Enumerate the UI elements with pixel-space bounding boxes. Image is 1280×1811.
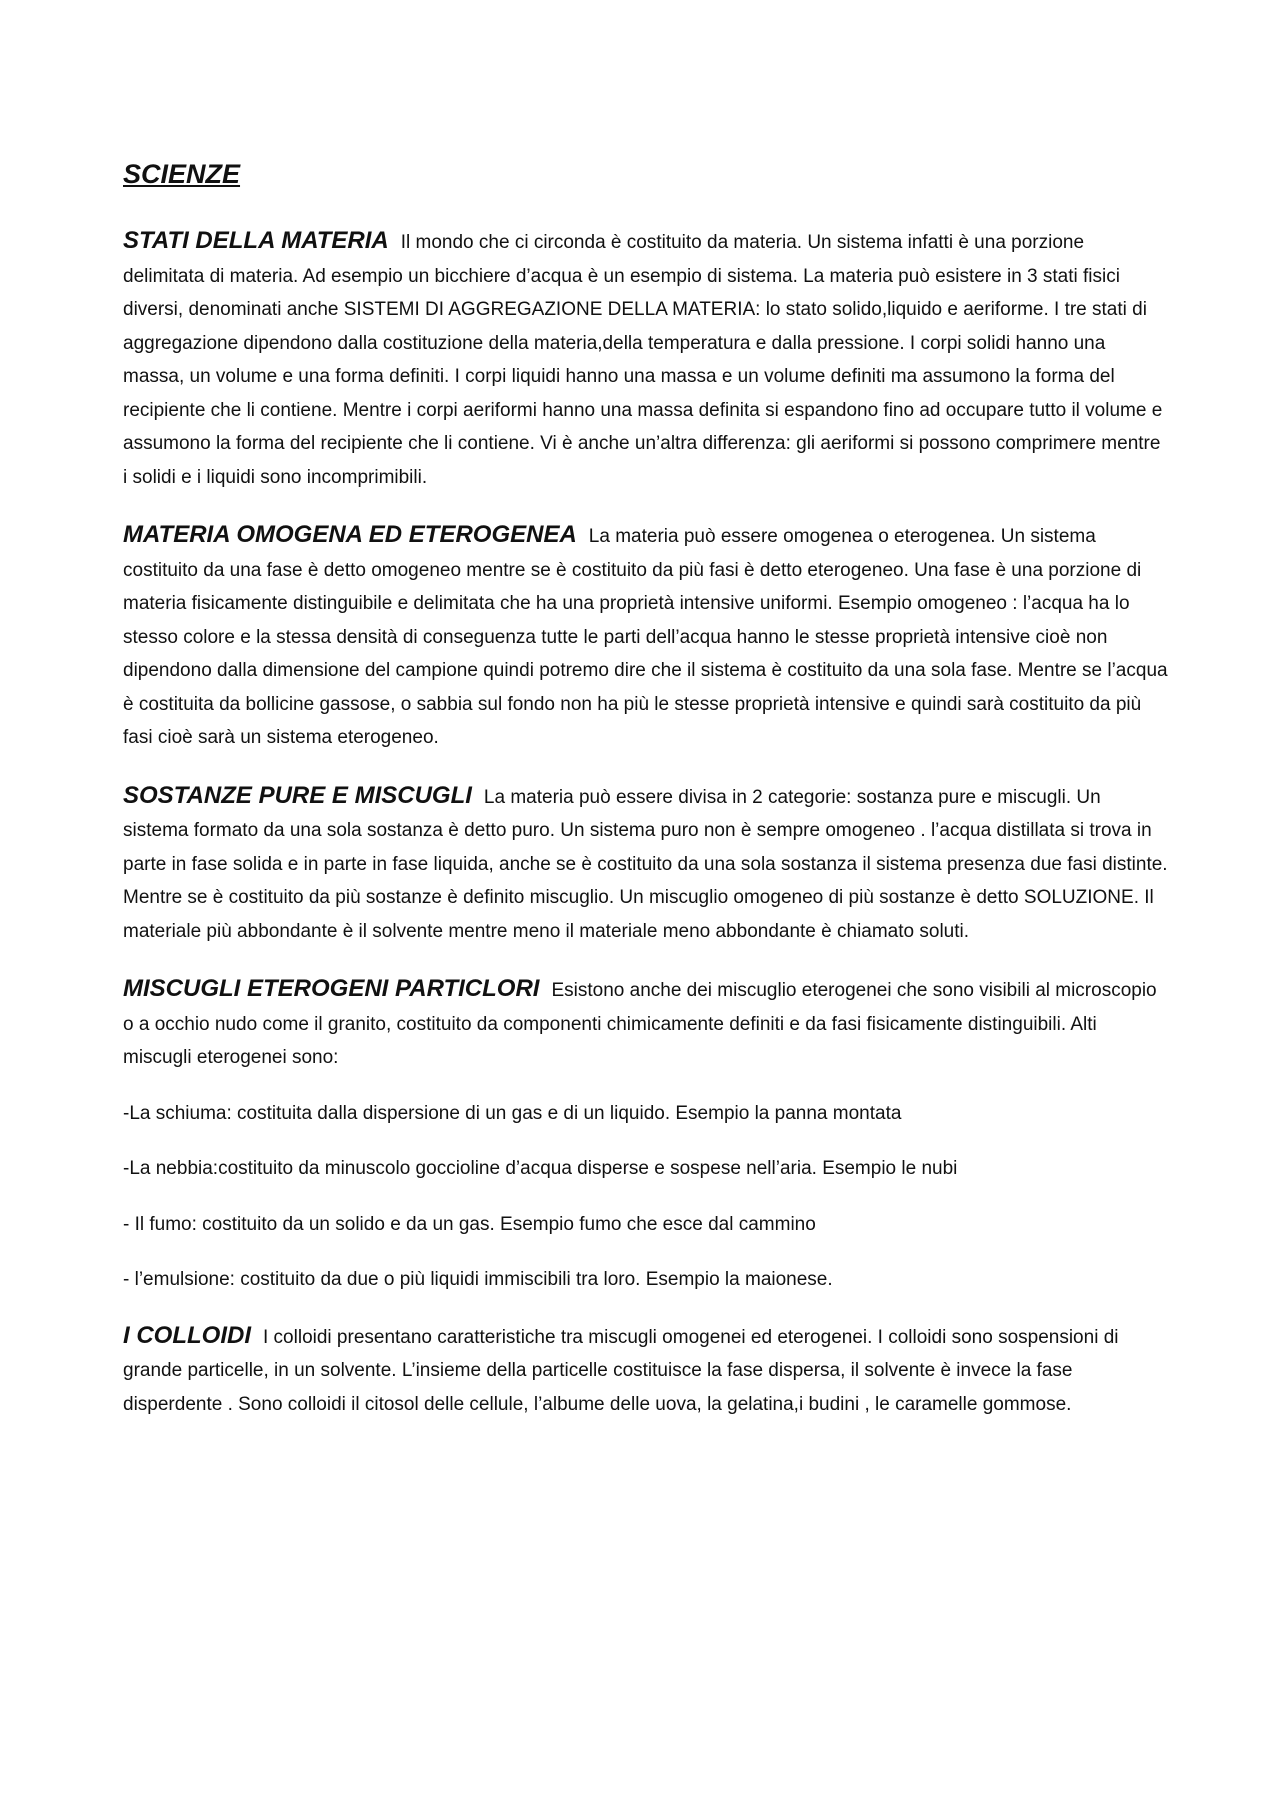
section-stati-della-materia (123, 224, 1168, 494)
document-title: SCIENZE (123, 159, 241, 189)
list-item: - l’emulsione: costituito da due o più liquidi immiscibili tra loro. Esempio la maionese. (123, 1269, 833, 1290)
section-colloidi (123, 1319, 1168, 1422)
section-heading: SOSTANZE PURE E MISCUGLI (123, 781, 472, 809)
list-item: - Il fumo: costituito da un solido e da un gas. Esempio fumo che esce dal cammino (123, 1213, 816, 1235)
section-sostanze-pure (123, 779, 1168, 949)
document-content (123, 154, 1168, 1445)
section-text: I colloidi presentano caratteristiche tra miscugli omogenei ed eterogenei. I colloidi sono sospensioni di grande particelle, in un solvente. L’insieme della particelle costituisce la fase dispersa, il solvente è invece la fase disperdente . Sono colloidi il citosol delle cellule, l’albume delle uova, la gelatina,i budini , le caramelle gommose. (123, 1326, 1119, 1415)
list-item: -La nebbia:costituito da minuscolo goccioline d’acqua disperse e sospese nell’aria. Esempio le nubi (123, 1158, 958, 1179)
section-materia-omogena (123, 518, 1168, 755)
section-text: Esistono anche dei miscuglio eterogenei che sono visibili al microscopio o a occhio nudo come il granito, costituito da componenti chimicamente definiti e da fasi fisicamente distinguibili. Alti miscugli eterogenei sono: (123, 980, 1157, 1068)
section-heading: MISCUGLI ETEROGENI PARTICLORI (123, 975, 540, 1002)
section-text: La materia può essere omogenea o eterogenea. Un sistema costituito da una fase è detto omogeneo mentre se è costituito da più fasi è detto eterogeneo. Una fase è una porzione di materia fisicamente distinguibile e delimitata che ha una proprietà intensive uniformi. Esempio omogeneo : l’acqua ha lo stesso colore e la stessa densità di conseguenza tutte le parti dell’acqua hanno le stesse proprietà intensive cioè non dipendono dalla dimensione del campione quindi potremo dire che il sistema è costituito da una sola fase. Mentre se l’acqua è costituita da bollicine gassose, o sabbia sul fondo non ha più le stesse proprietà intensive e quindi sarà costituito da più fasi cioè sarà un sistema eterogeneo. (123, 526, 1168, 748)
section-heading: I COLLOIDI (123, 1321, 251, 1349)
list-item: -La schiuma: costituita dalla dispersione di un gas e di un liquido. Esempio la panna montata (123, 1102, 902, 1124)
section-heading: STATI DELLA MATERIA (123, 227, 389, 254)
section-heading: MATERIA OMOGENA ED ETEROGENEA (123, 521, 577, 548)
section-miscugli-eterogeni (123, 972, 1168, 1075)
section-text: La materia può essere divisa in 2 categorie: sostanza pure e miscugli. Un sistema formato da una sola sostanza è detto puro. Un sistema puro non è sempre omogeneo . l’acqua distillata si trova in parte in fase solida e in parte in fase liquida, anche se è costituito da una sola sostanza il sistema presenza due fasi distinte. Mentre se è costituito da più sostanze è definito miscuglio. Un miscuglio omogeneo di più sostanze è detto SOLUZIONE. Il materiale più abbondante è il solvente mentre meno il materiale meno abbondante è chiamato soluti. (123, 786, 1168, 942)
section-text: Il mondo che ci circonda è costituito da materia. Un sistema infatti è una porzione delimitata di materia. Ad esempio un bicchiere d’acqua è un esempio di sistema. La materia può esistere in 3 stati fisici diversi, denominati anche SISTEMI DI AGGREGAZIONE DELLA MATERIA: lo stato solido,liquido e aeriforme. I tre stati di aggregazione dipendono dalla costituzione della materia,della temperatura e dalla pressione. I corpi solidi hanno una massa, un volume e una forma definiti. I corpi liquidi hanno una massa e un volume definiti ma assumono la forma del recipiente che li contiene. Mentre i corpi aeriformi hanno una massa definita si espandono fino ad occupare tutto il volume e assumono la forma del recipiente che li contiene. Vi è anche un’altra differenza: gli aeriformi si possono comprimere mentre i solidi e i liquidi sono incomprimibili. (123, 232, 1163, 488)
